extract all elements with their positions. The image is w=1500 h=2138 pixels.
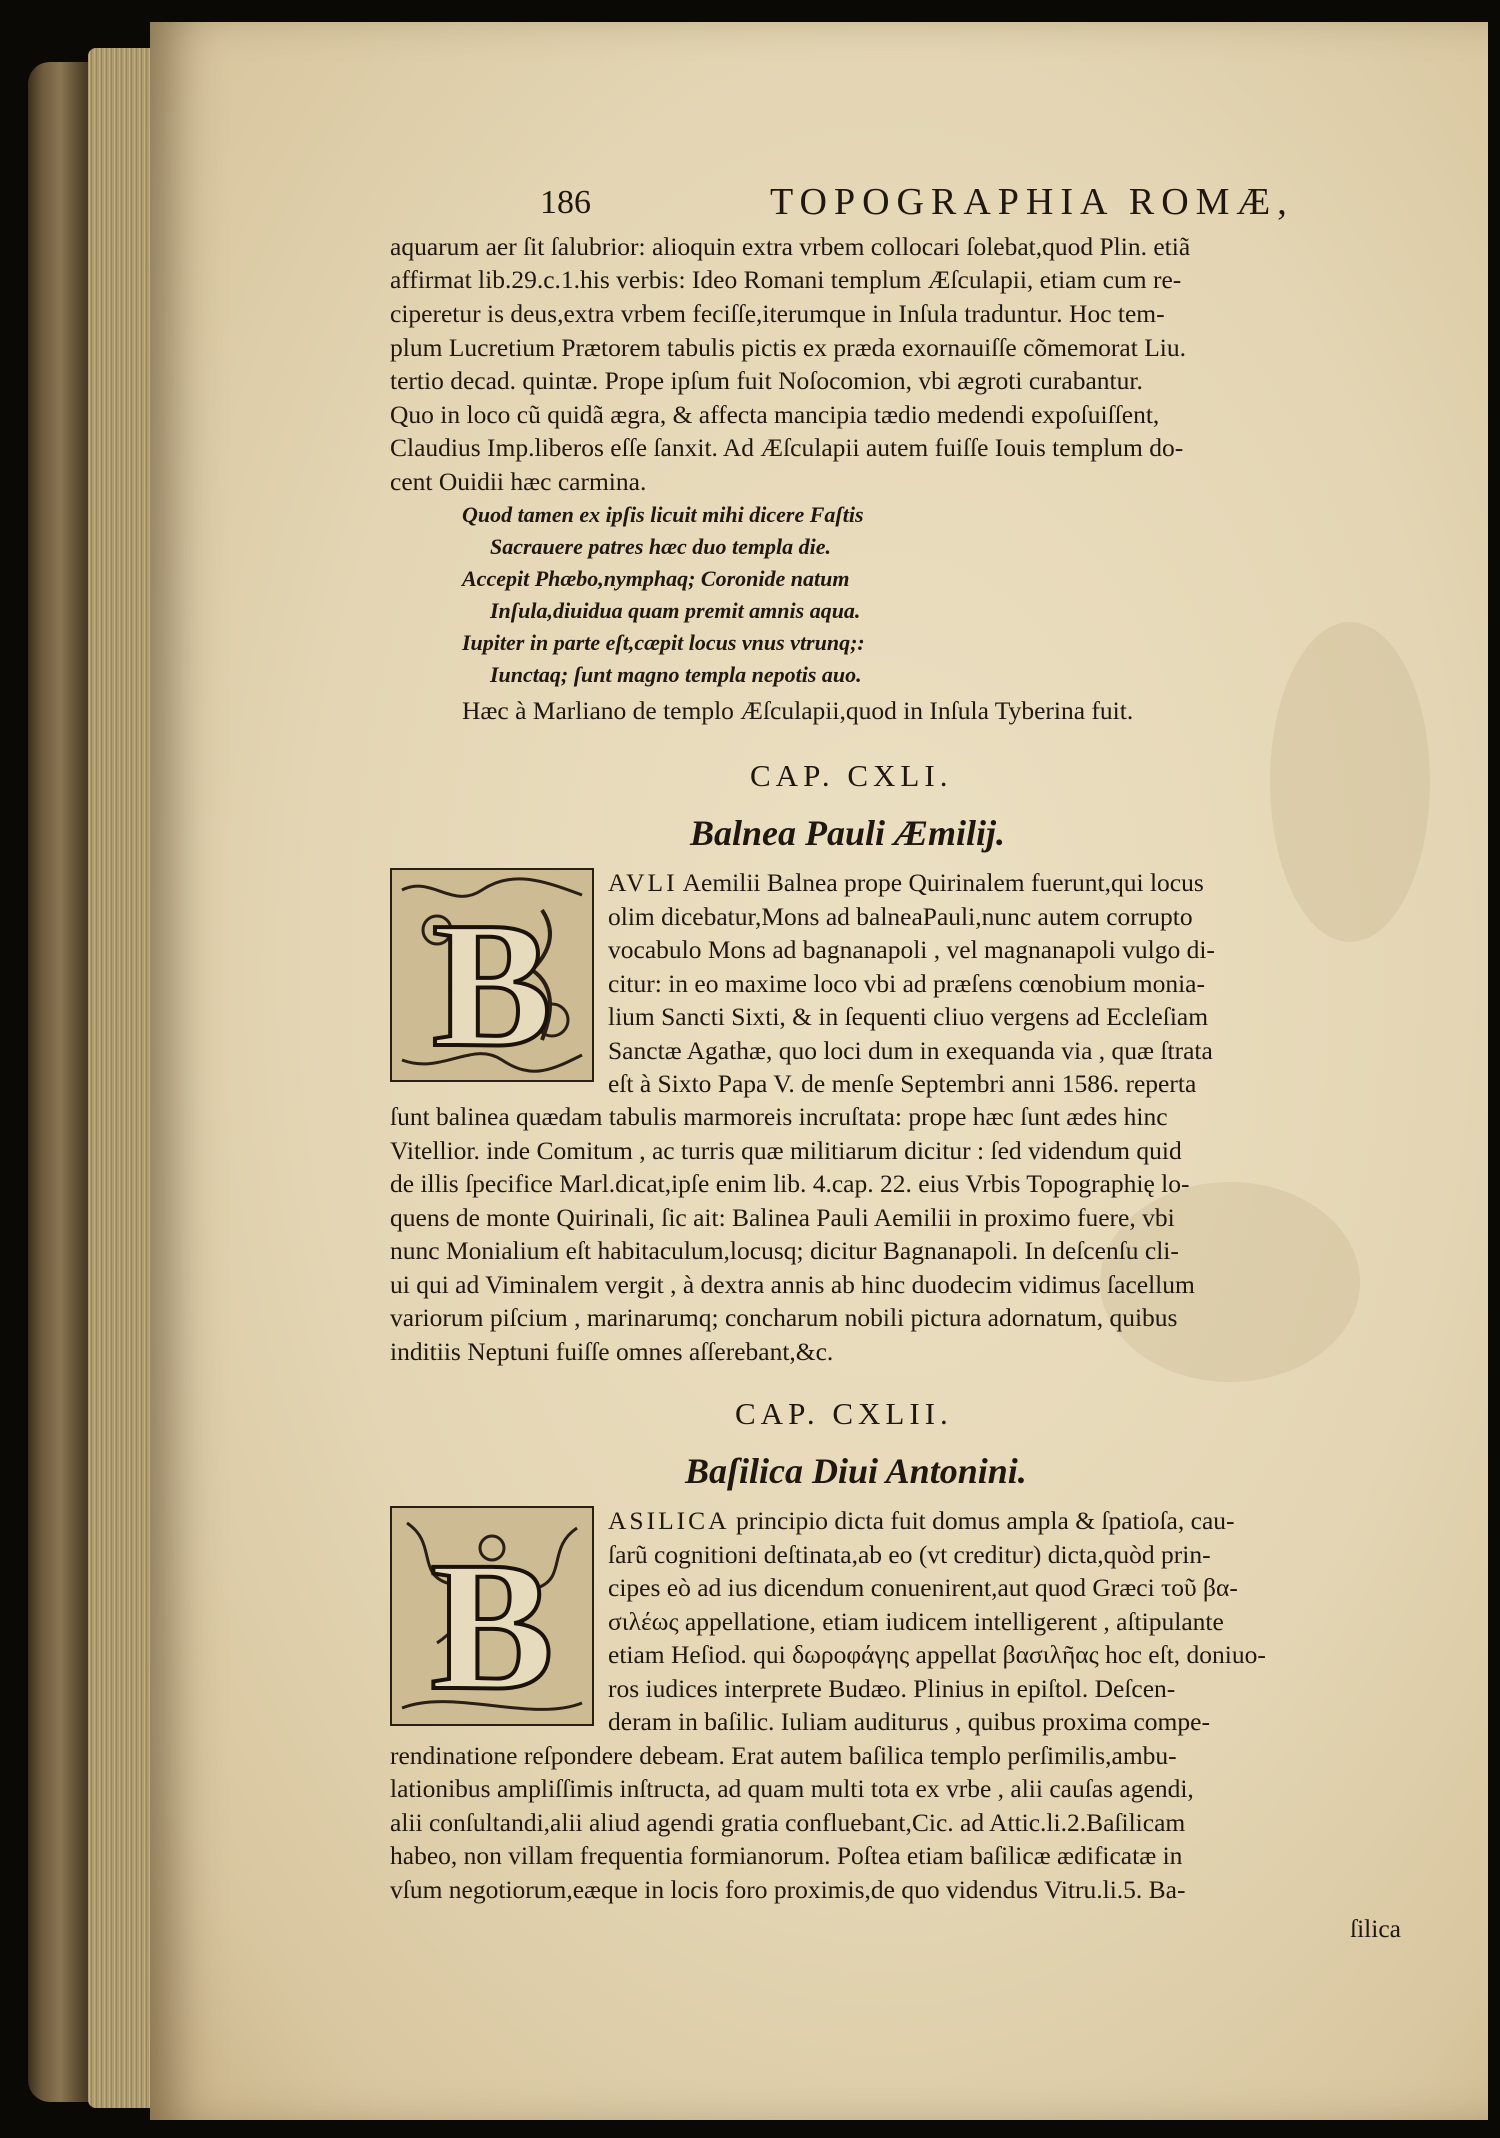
- text-line: Vitellior. inde Comitum , ac turris quæ militiarum dicitur : ſed videndum quid: [390, 1136, 1182, 1165]
- text-line: cent Ouidii hæc carmina.: [390, 467, 647, 496]
- text-line: lationibus ampliſſimis inſtructa, ad quam multi tota ex vrbe , alii cauſas agendi,: [390, 1774, 1194, 1803]
- text-line: habeo, non villam frequentia formianorum. Poſtea etiam baſilicæ ædificatæ in: [390, 1841, 1183, 1870]
- page-number: 186: [540, 184, 591, 221]
- text-line: ſunt balinea quædam tabulis marmoreis incruſtata: prope hæc ſunt ædes hinc: [390, 1102, 1168, 1131]
- verse-line: Inſula,diuidua quam premit amnis aqua.: [490, 598, 861, 623]
- catchword: ſilica: [1350, 1914, 1401, 1943]
- book-page: [150, 22, 1488, 2120]
- decorated-initial: [390, 868, 594, 1082]
- text-line: de illis ſpecifice Marl.dicat,ipſe enim lib. 4.cap. 22. eius Vrbis Topographię lo-: [390, 1169, 1190, 1198]
- text-line: ſarũ cognitioni deſtinata,ab eo (vt creditur) dicta,quòd prin-: [608, 1540, 1211, 1569]
- text-line: [608, 1508, 1235, 1534]
- text-line: quens de monte Quirinali, ſic ait: Balinea Pauli Aemilii in proximo fuere, vbi: [390, 1203, 1175, 1232]
- text-line: alii conſultandi,alii aliud agendi gratia confluebant,Cic. ad Attic.li.2.Baſilicam: [390, 1808, 1186, 1837]
- text-line: nunc Monialium eſt habitaculum,locusq; dicitur Bagnanapoli. In deſcenſu cli-: [390, 1236, 1179, 1265]
- text-line: inditiis Neptuni fuiſſe omnes aſſerebant,&c.: [390, 1337, 834, 1366]
- chapter-title: Baſilica Diui Antonini.: [685, 1451, 1027, 1491]
- text-line: σιλέως appellatione, etiam iudicem intelligerent , aſtipulante: [608, 1607, 1224, 1636]
- page-edges: [88, 48, 158, 2108]
- text-line: ui qui ad Viminalem vergit , à dextra annis ab hinc duodecim vidimus ſacellum: [390, 1270, 1195, 1299]
- text-line: ciperetur is deus,extra vrbem feciſſe,iterumque in Inſula traduntur. Hoc tem-: [390, 299, 1165, 328]
- paper-stain: [1270, 622, 1430, 942]
- text-line: lium Sancti Sixti, & in ſequenti cliuo vergens ad Eccleſiam: [608, 1002, 1209, 1031]
- verse-line: Sacrauere patres hæc duo templa die.: [490, 534, 831, 559]
- initial-letter: B: [430, 1524, 554, 1724]
- text-line: cipes eò ad ius dicendum conuenirent,aut quod Græci τοῦ βα-: [608, 1573, 1238, 1602]
- running-title: TOPOGRAPHIA ROMÆ,: [770, 181, 1294, 223]
- first-word: AVLI: [608, 868, 678, 897]
- first-word: ASILICA: [608, 1506, 730, 1535]
- chapter-title: Balnea Pauli Æmilij.: [690, 813, 1006, 853]
- decorated-initial-art: [392, 1508, 592, 1724]
- text-line: [608, 870, 1204, 896]
- text-line: rendinatione reſpondere debeam. Erat autem baſilica templo perſimilis,ambu-: [390, 1741, 1177, 1770]
- text-line: citur: in eo maxime loco vbi ad præſens cœnobium monia-: [608, 969, 1205, 998]
- page-header: [540, 180, 1340, 230]
- decorated-initial-art: [392, 870, 592, 1080]
- decorated-initial: [390, 1506, 594, 1726]
- verse-line: Accepit Phæbo,nymphaq; Coronide natum: [462, 566, 850, 591]
- text-line: Sanctæ Agathæ, quo loci dum in exequanda via , quæ ſtrata: [608, 1036, 1213, 1065]
- verse-line: Iupiter in parte eſt,cæpit locus vnus vtrunq;:: [462, 630, 865, 655]
- text-line: etiam Heſiod. qui δωροφάγης appellat βασιλῆας hoc eſt, doniuo-: [608, 1640, 1266, 1669]
- text-line: variorum piſcium , marinarumq; concharum nobili pictura adornatum, quibus: [390, 1303, 1178, 1332]
- text-line: Claudius Imp.liberos eſſe ſanxit. Ad Æſculapii autem fuiſſe Iouis templum do-: [390, 433, 1184, 462]
- chapter-heading: CAP. CXLII.: [735, 1396, 953, 1431]
- verse-line: Iunctaq; ſunt magno templa nepotis auo.: [490, 662, 862, 687]
- text-line: eſt à Sixto Papa V. de menſe Septembri anni 1586. reperta: [608, 1069, 1197, 1098]
- text-line: tertio decad. quintæ. Prope ipſum fuit Noſocomion, vbi ægroti curabantur.: [390, 366, 1143, 395]
- text-line: deram in baſilic. Iuliam auditurus , quibus proxima compe-: [608, 1707, 1210, 1736]
- text-line: ros iudices interprete Budæo. Plinius in epiſtol. Deſcen-: [608, 1674, 1176, 1703]
- text-line: affirmat lib.29.c.1.his verbis: Ideo Romani templum Æſculapii, etiam cum re-: [390, 265, 1182, 294]
- text-line-rest: principio dicta fuit domus ampla & ſpatioſa, cau-: [735, 1506, 1235, 1535]
- text-line: aquarum aer ſit ſalubrior: alioquin extra vrbem collocari ſolebat,quod Plin. etiã: [390, 232, 1191, 261]
- text-line: vſum negotiorum,eæque in locis foro proximis,de quo videndus Vitru.li.5. Ba-: [390, 1875, 1186, 1904]
- text-line: vocabulo Mons ad bagnanapoli , vel magnanapoli vulgo di-: [608, 935, 1215, 964]
- text-line: Quo in loco cũ quidã ægra, & affecta mancipia tædio medendi expoſuiſſent,: [390, 400, 1160, 429]
- verse-line: Quod tamen ex ipſis licuit mihi dicere Faſtis: [462, 502, 864, 527]
- text-line-rest: Aemilii Balnea prope Quirinalem fuerunt,qui locus: [682, 868, 1204, 897]
- initial-letter: B: [431, 885, 553, 1080]
- text-line: olim dicebatur,Mons ad balneaPauli,nunc autem corrupto: [608, 902, 1193, 931]
- chapter-heading: CAP. CXLI.: [750, 758, 953, 793]
- text-line: plum Lucretium Prætorem tabulis pictis ex præda exornauiſſe cõmemorat Liu.: [390, 333, 1186, 362]
- closing-line: Hæc à Marliano de templo Æſculapii,quod in Inſula Tyberina fuit.: [462, 696, 1134, 725]
